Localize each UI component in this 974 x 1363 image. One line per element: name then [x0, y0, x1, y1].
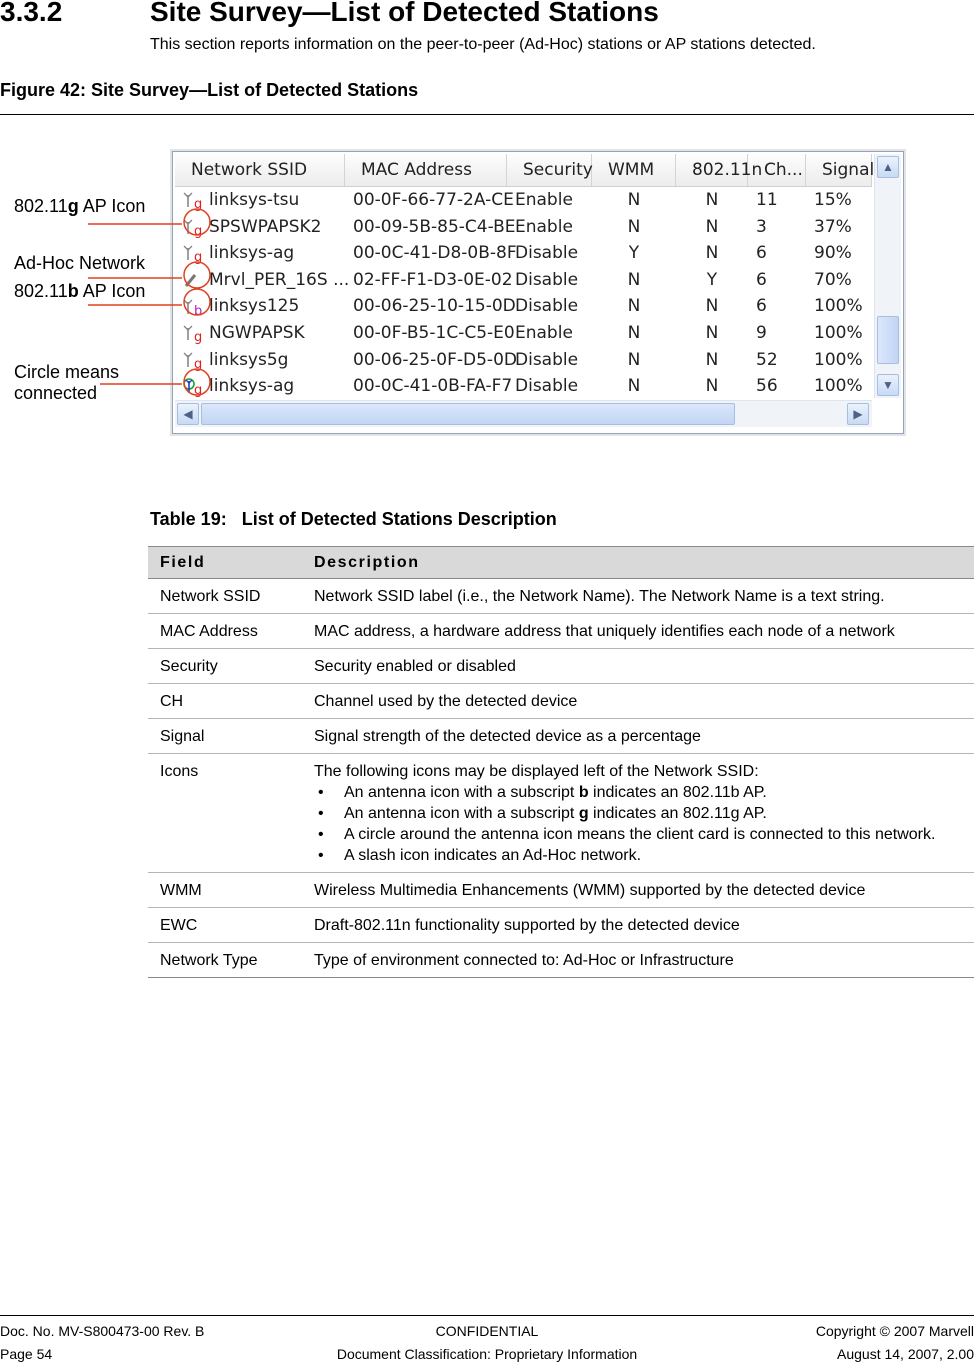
- wmm-cell: N: [627, 376, 641, 397]
- signal-cell: 70%: [814, 269, 852, 290]
- ch-cell: 11: [756, 190, 778, 210]
- footer-copyright: Copyright © 2007 Marvell: [815, 1323, 974, 1339]
- description-table: [148, 546, 974, 978]
- ch-cell: 56: [756, 376, 778, 397]
- mac-cell: 00-0F-66-77-2A-CE: [353, 190, 514, 210]
- security-cell: Disable: [515, 296, 579, 317]
- signal-cell: 90%: [814, 243, 852, 264]
- svg-text:g: g: [194, 250, 203, 266]
- wmm-cell: N: [627, 349, 641, 370]
- table-row: [148, 579, 974, 614]
- ssid-text: NGWPAPSK: [209, 322, 305, 343]
- field-cell: Security: [148, 649, 302, 684]
- callout-circle: Circle means connected: [14, 362, 120, 403]
- table-caption: Table 19: List of Detected Stations Description: [150, 509, 557, 529]
- svg-text:g: g: [194, 383, 203, 399]
- n-cell: Y: [706, 269, 718, 290]
- footer-confidential: CONFIDENTIAL: [435, 1323, 539, 1339]
- security-cell: Disable: [515, 376, 579, 397]
- n-cell: N: [705, 296, 719, 317]
- bullet-item: • A circle around the antenna icon means the client card is connected to this network.: [314, 824, 970, 845]
- security-cell: Enable: [515, 190, 573, 210]
- wmm-cell: N: [627, 190, 641, 210]
- security-cell: Enable: [515, 322, 573, 343]
- table-row-icons: [148, 754, 974, 873]
- scroll-down-icon[interactable]: ▼: [877, 374, 899, 396]
- wmm-cell: N: [627, 322, 641, 343]
- highlight-circle-b: [184, 289, 210, 315]
- footer-page: Page 54: [0, 1346, 53, 1362]
- field-cell: CH: [148, 684, 302, 719]
- table-header-row: [148, 547, 974, 579]
- security-cell: Disable: [515, 243, 579, 264]
- svg-text:g: g: [194, 223, 203, 239]
- description-cell: Type of environment connected to: Ad-Hoc or Infrastructure: [302, 943, 974, 978]
- mac-cell: 00-0C-41-D8-0B-8F: [353, 243, 517, 264]
- table-row: [148, 649, 974, 684]
- description-cell: [302, 754, 974, 873]
- ch-cell: 3: [756, 216, 767, 237]
- ch-cell: 6: [756, 296, 767, 317]
- svg-text:b: b: [194, 303, 203, 319]
- security-cell: Disable: [515, 269, 579, 290]
- n-cell: N: [705, 322, 719, 343]
- table-row: [148, 719, 974, 754]
- callout-leader-lines: [0, 0, 974, 450]
- n-cell: N: [705, 216, 719, 237]
- section-title: Site Survey—List of Detected Stations: [150, 0, 659, 27]
- ssid-text: SPSWPAPSK2: [209, 216, 322, 237]
- bullet-item: • An antenna icon with a subscript g indicates an 802.11g AP.: [314, 803, 970, 824]
- svg-text:g: g: [194, 330, 203, 346]
- column-header[interactable]: Network SSID: [175, 154, 345, 186]
- ssid-text: linksys5g: [209, 349, 289, 370]
- wmm-cell: N: [627, 269, 641, 290]
- header-description: Description: [302, 547, 974, 579]
- field-cell: EWC: [148, 908, 302, 943]
- signal-cell: 100%: [814, 349, 863, 370]
- ssid-text: linksys-tsu: [209, 190, 300, 210]
- description-cell: Draft-802.11n functionality supported by the detected device: [302, 908, 974, 943]
- mac-cell: 00-0C-41-0B-FA-F7: [353, 376, 513, 397]
- mac-cell: 02-FF-F1-D3-0E-02: [353, 269, 513, 290]
- ssid-text: linksys-ag: [209, 243, 295, 264]
- table-body: [148, 579, 974, 978]
- description-cell: MAC address, a hardware address that uniquely identifies each node of a network: [302, 614, 974, 649]
- signal-cell: 15%: [814, 190, 852, 210]
- wmm-cell: N: [627, 216, 641, 237]
- ch-cell: 9: [756, 322, 767, 343]
- description-cell: Security enabled or disabled: [302, 649, 974, 684]
- field-cell: Icons: [148, 754, 302, 873]
- ch-cell: 6: [756, 243, 767, 264]
- security-cell: Enable: [515, 216, 573, 237]
- table-row: [148, 873, 974, 908]
- bullet-item: • An antenna icon with a subscript b indicates an 802.11b AP.: [314, 782, 970, 803]
- scroll-left-icon[interactable]: ◀: [177, 403, 199, 425]
- footer-doc-number: Doc. No. MV-S800473-00 Rev. B: [0, 1323, 205, 1339]
- table-row: [148, 684, 974, 719]
- highlight-circle-connected: [184, 369, 210, 395]
- icons-bullet-list: [314, 782, 970, 866]
- footer-rule: [0, 1315, 974, 1316]
- mac-cell: 00-0F-B5-1C-C5-E0: [353, 322, 515, 343]
- callout-adhoc: Ad-Hoc Network: [14, 253, 146, 273]
- signal-cell: 100%: [814, 322, 863, 343]
- scroll-right-icon[interactable]: ▶: [847, 403, 869, 425]
- n-cell: N: [705, 376, 719, 397]
- mac-cell: 00-09-5B-85-C4-BE: [353, 216, 516, 237]
- callout-g-ap: 802.11g AP Icon: [14, 196, 146, 216]
- field-cell: WMM: [148, 873, 302, 908]
- ssid-text: Mrvl_PER_16S ...: [209, 269, 350, 290]
- callout-b-ap: 802.11b AP Icon: [14, 281, 146, 301]
- column-header[interactable]: Ch...: [748, 154, 806, 186]
- n-cell: N: [705, 243, 719, 264]
- footer-classification: Document Classification: Proprietary Information: [336, 1346, 638, 1362]
- table-row: [148, 908, 974, 943]
- description-cell: Signal strength of the detected device as a percentage: [302, 719, 974, 754]
- security-cell: Disable: [515, 349, 579, 370]
- ssid-text: linksys-ag: [209, 376, 295, 397]
- highlight-circle-g: [184, 209, 210, 235]
- scroll-up-icon[interactable]: ▲: [877, 156, 899, 178]
- wmm-cell: N: [627, 296, 641, 317]
- signal-cell: 37%: [814, 216, 852, 237]
- signal-cell: 100%: [814, 376, 863, 397]
- mac-cell: 00-06-25-10-15-0D: [353, 296, 516, 317]
- svg-text:g: g: [194, 197, 203, 213]
- signal-cell: 100%: [814, 296, 863, 317]
- column-header[interactable]: Signal: [806, 154, 872, 186]
- section-intro: This section reports information on the peer-to-peer (Ad-Hoc) stations or AP stations detected.: [150, 36, 816, 53]
- section-number: 3.3.2: [0, 0, 63, 27]
- field-cell: Signal: [148, 719, 302, 754]
- footer-date: August 14, 2007, 2.00: [837, 1346, 974, 1362]
- icons-intro: The following icons may be displayed left of the Network SSID:: [314, 763, 759, 780]
- ch-cell: 52: [756, 349, 778, 370]
- mac-cell: 00-06-25-0F-D5-0D: [353, 349, 517, 370]
- figure-caption: Figure 42: Site Survey—List of Detected Stations: [0, 80, 419, 100]
- ssid-text: linksys125: [209, 296, 300, 317]
- bullet-item: • A slash icon indicates an Ad-Hoc network.: [314, 845, 970, 866]
- column-header[interactable]: MAC Address: [345, 154, 507, 186]
- header-field: Field: [148, 547, 302, 579]
- field-cell: Network Type: [148, 943, 302, 978]
- column-header[interactable]: 802.11n: [676, 154, 748, 186]
- table-row: [148, 614, 974, 649]
- description-cell: Network SSID label (i.e., the Network Name). The Network Name is a text string.: [302, 579, 974, 614]
- svg-text:g: g: [194, 356, 203, 372]
- description-cell: Channel used by the detected device: [302, 684, 974, 719]
- table-row: [148, 943, 974, 978]
- column-header[interactable]: WMM: [592, 154, 676, 186]
- ch-cell: 6: [756, 269, 767, 290]
- description-cell: Wireless Multimedia Enhancements (WMM) supported by the detected device: [302, 873, 974, 908]
- n-cell: N: [705, 190, 719, 210]
- n-cell: N: [705, 349, 719, 370]
- highlight-circle-adhoc: [184, 262, 210, 288]
- field-cell: MAC Address: [148, 614, 302, 649]
- column-header[interactable]: Security: [507, 154, 592, 186]
- field-cell: Network SSID: [148, 579, 302, 614]
- wmm-cell: Y: [628, 243, 640, 264]
